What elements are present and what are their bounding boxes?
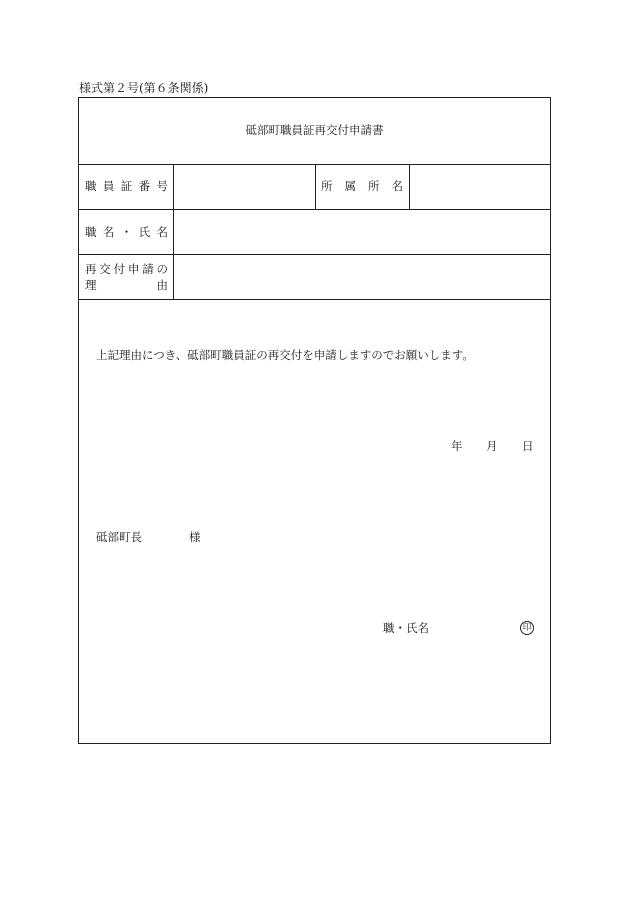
reason-label-line1: 再交付申請の <box>85 262 168 276</box>
position-name-value-cell <box>174 210 550 254</box>
employee-id-value-cell <box>174 165 314 209</box>
seal-mark: 印 <box>520 621 534 635</box>
addressee: 砥部町長 <box>96 530 142 544</box>
signer-label: 職・氏名 <box>383 621 429 635</box>
department-label-left-divider <box>315 164 316 209</box>
department-label: 所属所名 <box>321 179 403 193</box>
employee-id-label: 職員証番号 <box>85 179 168 193</box>
date-month: 月 <box>486 439 498 453</box>
department-value-cell <box>410 165 550 209</box>
form-number: 様式第２号(第６条関係) <box>79 81 209 95</box>
position-name-label: 職名・氏名 <box>85 225 168 239</box>
request-statement: 上記理由につき、砥部町職員証の再交付を申請しますのでお願いします。 <box>96 348 474 362</box>
reason-value-cell <box>174 255 550 299</box>
form-title: 砥部町職員証再交付申請書 <box>245 123 384 137</box>
reason-label-line2: 理由 <box>85 278 168 292</box>
date-year: 年 <box>451 439 463 453</box>
date-day: 日 <box>522 439 534 453</box>
addressee-honorific: 様 <box>189 530 201 544</box>
row-divider-reason <box>78 299 551 300</box>
